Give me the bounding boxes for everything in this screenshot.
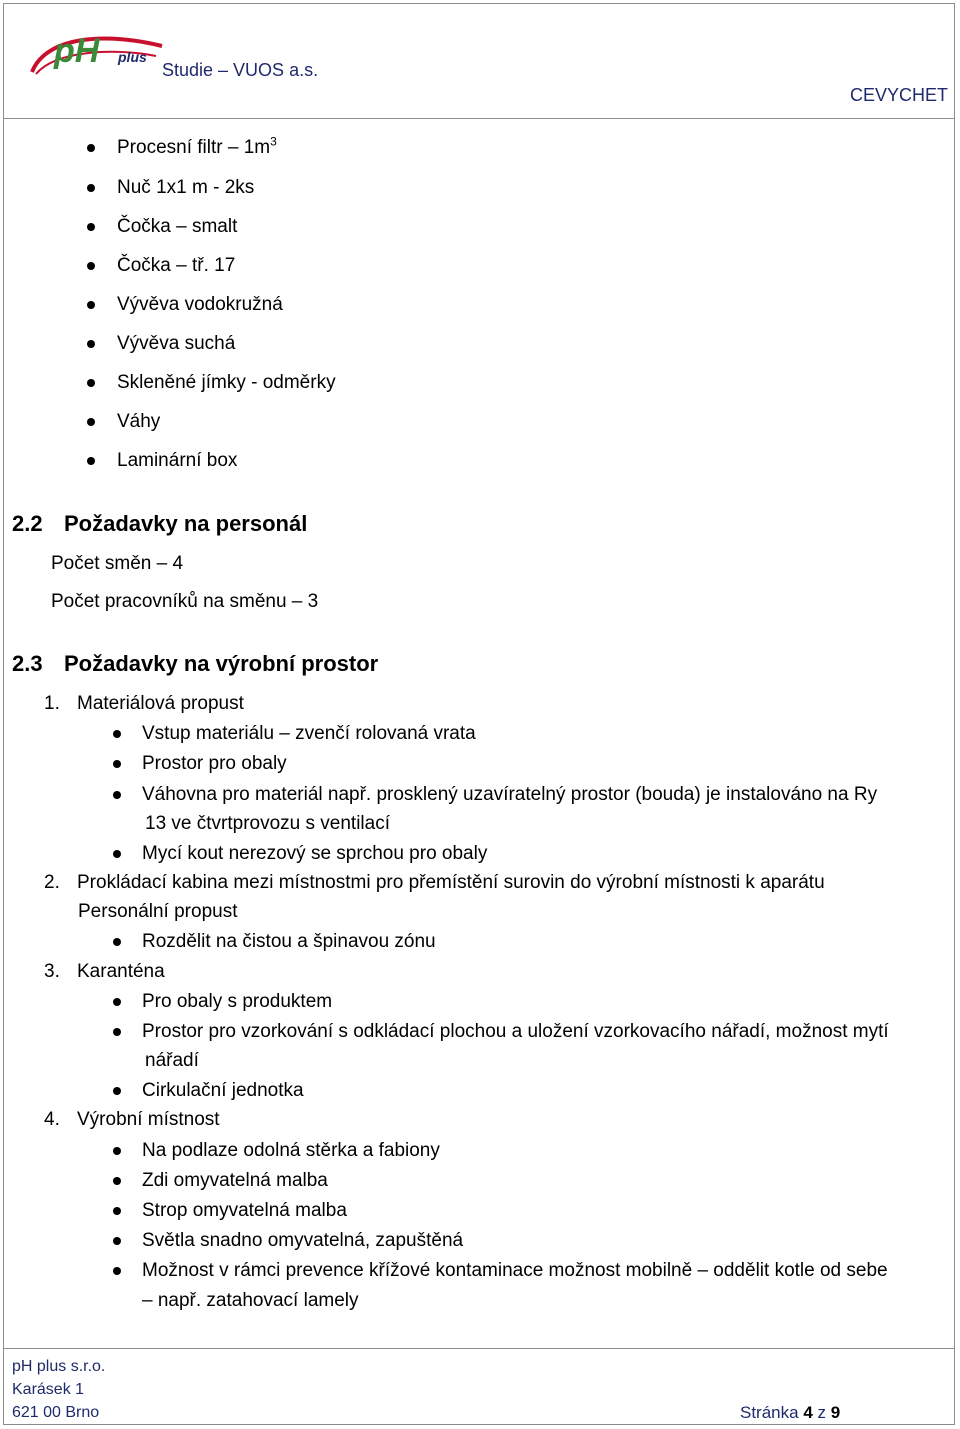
ordered-number: 2. <box>44 872 60 893</box>
list-item: Rozdělit na čistou a špinavou zónu <box>142 931 436 952</box>
ordered-title: Karanténa <box>77 961 165 982</box>
logo-text: pH <box>54 32 100 70</box>
list-item-continuation: 13 ve čtvrtprovozu s ventilací <box>145 813 390 834</box>
footer-company: pH plus s.r.o. <box>12 1358 106 1375</box>
section-heading: 2.2 Požadavky na personál <box>12 511 308 536</box>
list-item: Čočka – smalt <box>117 216 238 237</box>
list-item: Strop omyvatelná malba <box>142 1200 347 1221</box>
list-item: Vývěva suchá <box>117 333 236 354</box>
list-item: Světla snadno omyvatelná, zapuštěná <box>142 1230 464 1251</box>
logo-sub: plus <box>118 49 147 65</box>
list-item: Mycí kout nerezový se sprchou pro obaly <box>142 843 488 864</box>
list-item-continuation: – např. zatahovací lamely <box>142 1290 359 1311</box>
list-item: Na podlaze odolná stěrka a fabiony <box>142 1140 440 1161</box>
list-item: Pro obaly s produktem <box>142 991 333 1012</box>
footer-city: 621 00 Brno <box>12 1404 100 1421</box>
section-heading: 2.3 Požadavky na výrobní prostor <box>12 651 379 676</box>
company-logo <box>26 26 166 78</box>
ordered-subtitle: Personální propust <box>78 901 238 922</box>
list-item: Čočka – tř. 17 <box>117 255 236 276</box>
list-item: Nuč 1x1 m - 2ks <box>117 177 255 198</box>
header-caption: Studie – VUOS a.s. <box>162 60 319 80</box>
shift-count: Počet směn – 4 <box>51 553 184 574</box>
ordered-number: 4. <box>44 1109 60 1130</box>
worker-count: Počet pracovníků na směnu – 3 <box>51 591 319 612</box>
list-item: Prostor pro obaly <box>142 753 287 774</box>
list-item: Vstup materiálu – zvenčí rolovaná vrata <box>142 723 476 744</box>
page-number: Stránka 4 z 9 <box>740 1403 841 1422</box>
ordered-number: 3. <box>44 961 60 982</box>
list-item: Prostor pro vzorkování s odkládací plochou a uložení vzorkovacího nářadí, možnost mytí <box>142 1021 889 1042</box>
list-item: Váhy <box>117 411 161 432</box>
ordered-number: 1. <box>44 693 60 714</box>
ordered-title: Prokládací kabina mezi místnostmi pro přemístění surovin do výrobní místnosti k aparátu <box>77 872 825 893</box>
list-item: Váhovna pro materiál např. prosklený uzavíratelný prostor (bouda) je instalováno na Ry <box>142 784 878 805</box>
header-project: CEVYCHET <box>849 85 948 105</box>
footer-divider <box>3 1348 955 1349</box>
page-header <box>0 0 960 120</box>
header-divider <box>3 118 955 119</box>
list-item: Skleněné jímky - odměrky <box>117 372 336 393</box>
footer-street: Karásek 1 <box>12 1381 85 1398</box>
ordered-title: Materiálová propust <box>77 693 244 714</box>
list-item: Zdi omyvatelná malba <box>142 1170 328 1191</box>
list-item: Vývěva vodokružná <box>117 294 283 315</box>
ordered-title: Výrobní místnost <box>77 1109 220 1130</box>
list-item: Procesní filtr – $1m^3$ <box>117 134 277 158</box>
list-item: Cirkulační jednotka <box>142 1080 304 1101</box>
list-item: Možnost v rámci prevence křížové kontaminace možnost mobilně – oddělit kotle od sebe <box>142 1260 888 1281</box>
list-item: Laminární box <box>117 450 238 471</box>
list-item-continuation: nářadí <box>145 1050 199 1071</box>
